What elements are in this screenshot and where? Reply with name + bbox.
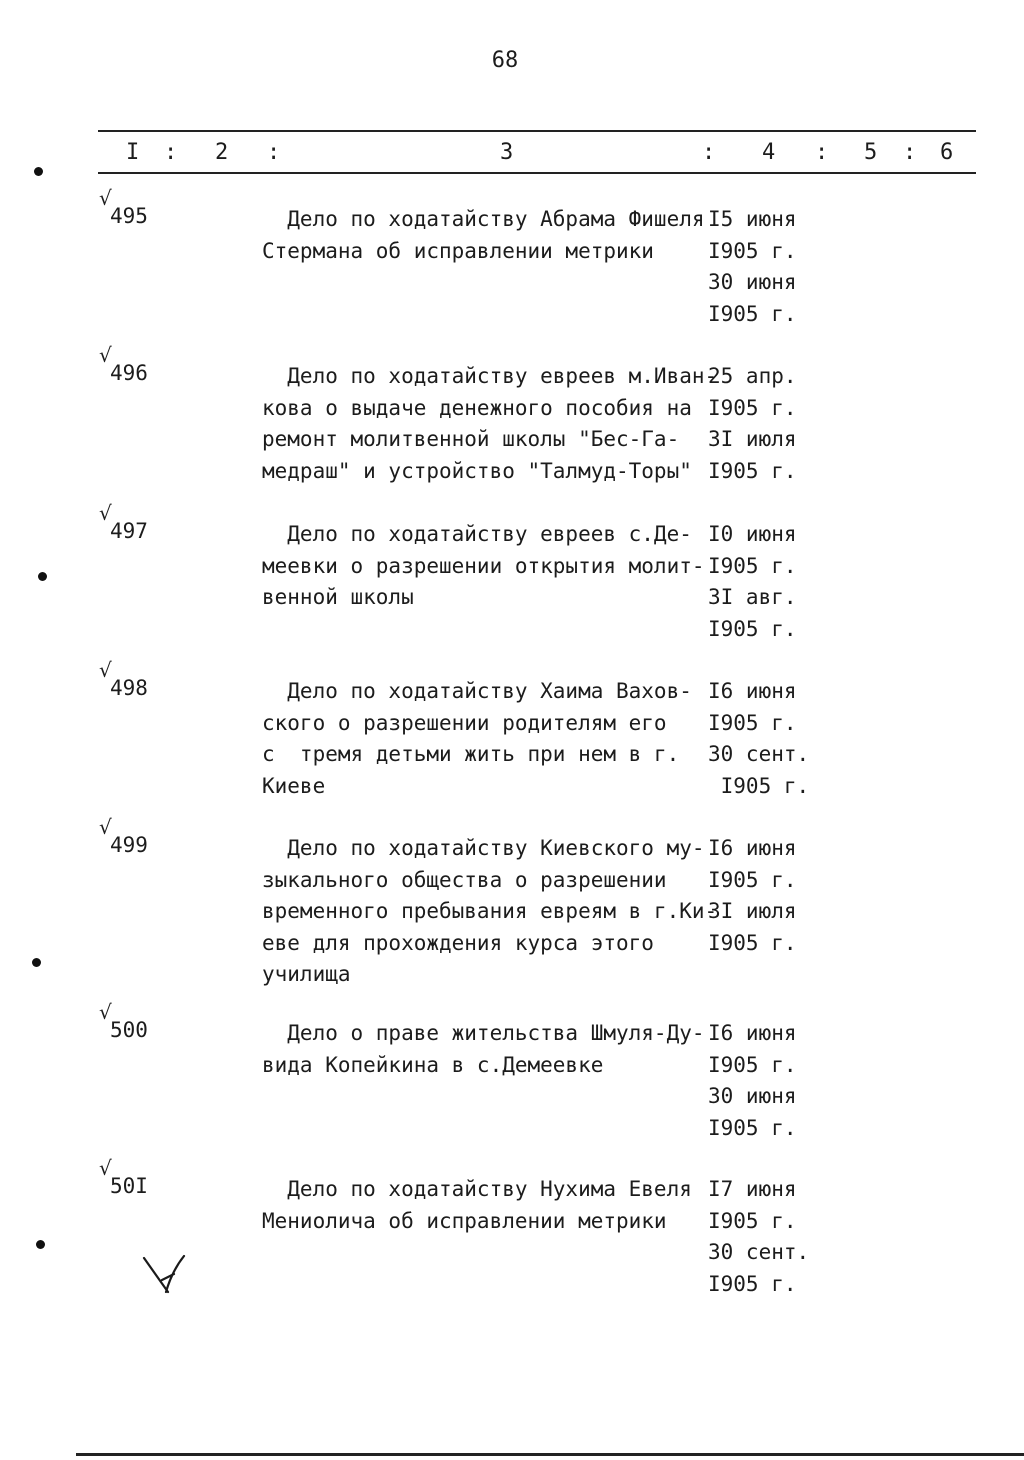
record-number: 497 [110, 519, 148, 543]
record-dates: I6 июня I905 г. 3I июля I905 г. [708, 836, 797, 955]
record-dates: I5 июня I905 г. 30 июня I905 г. [708, 207, 797, 326]
record-dates: I6 июня I905 г. 30 сент. I905 г. [708, 679, 810, 798]
record-dates: I6 июня I905 г. 30 июня I905 г. [708, 1021, 797, 1140]
record-description: Дело по ходатайству Нухима Евеля Мениолича об исправлении метрики [262, 1177, 692, 1233]
record-description: Дело по ходатайству Абрама Фишеля Стермана об исправлении метрики [262, 207, 705, 263]
header-col-5: 5 [864, 140, 878, 165]
check-mark-icon: √ [99, 501, 112, 525]
header-sep: : [267, 140, 281, 165]
check-mark-icon: √ [99, 343, 112, 367]
header-col-4: 4 [762, 140, 776, 165]
record-description: Дело по ходатайству Хаима Вахов- ского о разрешении родителям его с тремя детьми жить при нем в г. Киеве [262, 679, 692, 798]
header-sep: : [903, 140, 917, 165]
binder-hole-icon [32, 958, 41, 967]
binder-hole-icon [34, 167, 43, 176]
page-number: 68 [491, 48, 519, 73]
check-mark-icon: √ [99, 186, 112, 210]
binder-hole-icon [36, 1240, 45, 1249]
table-top-rule [98, 130, 976, 132]
page-bottom-edge [76, 1453, 1024, 1456]
record-dates: 25 апр. I905 г. 3I июля I905 г. [708, 364, 797, 483]
header-col-2: 2 [215, 140, 229, 165]
record-number: 495 [110, 204, 148, 228]
record-number: 50I [110, 1174, 148, 1198]
table-header-rule [98, 172, 976, 174]
header-sep: : [702, 140, 716, 165]
record-description: Дело по ходатайству Киевского му- зыкального общества о разрешении временного пребывания евреям в г.Ки- еве для прохождения курса этого училища [262, 836, 718, 986]
header-col-3: 3 [500, 140, 514, 165]
record-number: 499 [110, 833, 148, 857]
check-mark-icon: √ [99, 815, 112, 839]
binder-hole-icon [38, 572, 47, 581]
record-dates: I0 июня I905 г. 3I авг. I905 г. [708, 522, 797, 641]
check-mark-icon: √ [99, 658, 112, 682]
record-description: Дело по ходатайству евреев м.Иван- кова о выдаче денежного пособия на ремонт молитвенной школы "Бес-Га- медраш" и устройство "Талмуд-Торы" [262, 364, 718, 483]
header-sep: : [815, 140, 829, 165]
record-description: Дело о праве жительства Шмуля-Ду- вида Копейкина в с.Демеевке [262, 1021, 705, 1077]
header-col-1: I [126, 140, 140, 165]
record-dates: I7 июня I905 г. 30 сент. I905 г. [708, 1177, 810, 1296]
check-mark-icon: √ [99, 1000, 112, 1024]
check-mark-icon: √ [99, 1156, 112, 1180]
handwritten-cross-mark-icon [140, 1252, 190, 1307]
record-number: 496 [110, 361, 148, 385]
header-sep: : [164, 140, 178, 165]
record-number: 498 [110, 676, 148, 700]
record-number: 500 [110, 1018, 148, 1042]
record-description: Дело по ходатайству евреев с.Де- меевки о разрешении открытия молит- венной школы [262, 522, 705, 609]
header-col-6: 6 [940, 140, 954, 165]
